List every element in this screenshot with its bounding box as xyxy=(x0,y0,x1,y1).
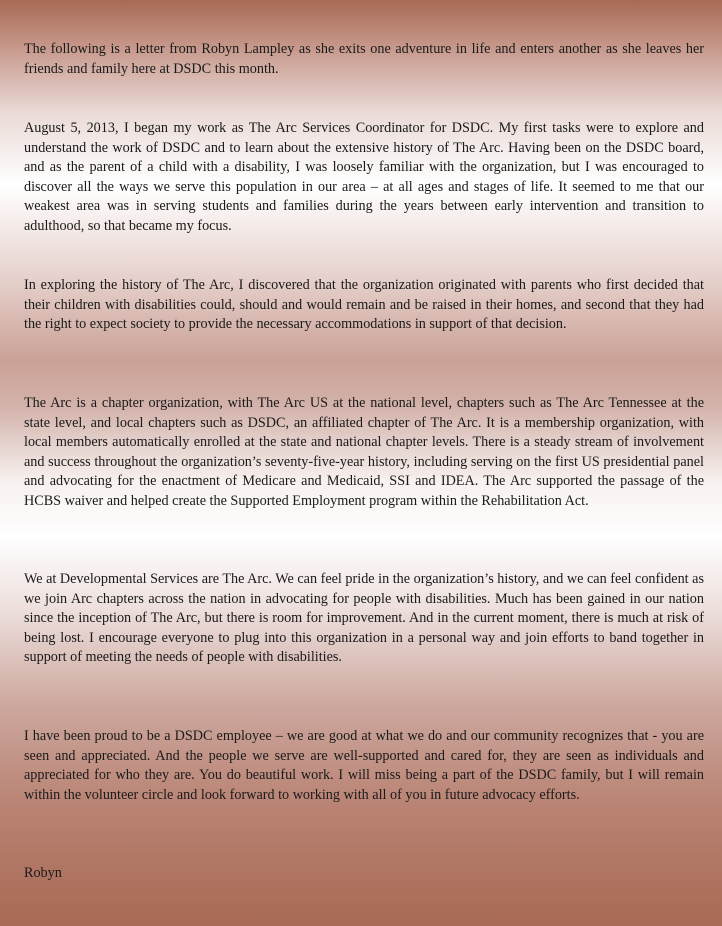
paragraph-chapter-organization: The Arc is a chapter organization, with The Arc US at the national level, chapters such as The Arc Tennessee at the state level, and local chapters such as DSDC, an affiliated chapter of The Arc. It is a membership organization, with local members automatically enrolled at the state and national chapter levels. There is a steady stream of involvement and success throughout the organization’s seventy-five-year history, including serving on the first US presidential panel and advocating for the enactment of Medicare and Medicaid, SSI and IDEA. The Arc supported the passage of the HCBS waiver and helped create the Supported Employment program within the Rehabilitation Act. xyxy=(24,395,704,509)
paragraph-start-work: August 5, 2013, I began my work as The Arc Services Coordinator for DSDC. My first tasks were to explore and understand the work of DSDC and to learn about the extensive history of The Arc. Having been on the DSDC board, and as the parent of a child with a disability, I was loosely familiar with the organization, but I was encouraged to discover all the ways we serve this population in our area – at all ages and stages of life. It seemed to me that our weakest area was in serving students and families during the years between early intervention and transition to adulthood, so that became my focus. xyxy=(24,120,704,234)
paragraph-farewell: I have been proud to be a DSDC employee – we are good at what we do and our community recognizes that - you are seen and appreciated. And the people we serve are well-supported and cared for, they are seen as individuals and appreciated for who they are. You do beautiful work. I will miss being a part of the DSDC family, but I will remain within the volunteer circle and look forward to working with all of you in future advocacy efforts. xyxy=(24,728,704,803)
signature: Robyn xyxy=(24,865,62,881)
intro-paragraph: The following is a letter from Robyn Lampley as she exits one adventure in life and enters another as she leaves her friends and family here at DSDC this month. xyxy=(24,41,704,77)
paragraph-arc-history: In exploring the history of The Arc, I discovered that the organization originated with parents who first decided that their children with disabilities could, should and would remain and be raised in their homes, and second that they had the right to expect society to provide the necessary accommodations in support of that decision. xyxy=(24,277,704,332)
paragraph-we-are-the-arc: We at Developmental Services are The Arc. We can feel pride in the organization’s history, and we can feel confident as we join Arc chapters across the nation in advocating for people with disabilities. Much has been gained in our nation since the inception of The Arc, but there is room for improvement. And in the current moment, there is much at risk of being lost. I encourage everyone to plug into this organization in a personal way and join efforts to band together in support of meeting the needs of people with disabilities. xyxy=(24,571,704,665)
